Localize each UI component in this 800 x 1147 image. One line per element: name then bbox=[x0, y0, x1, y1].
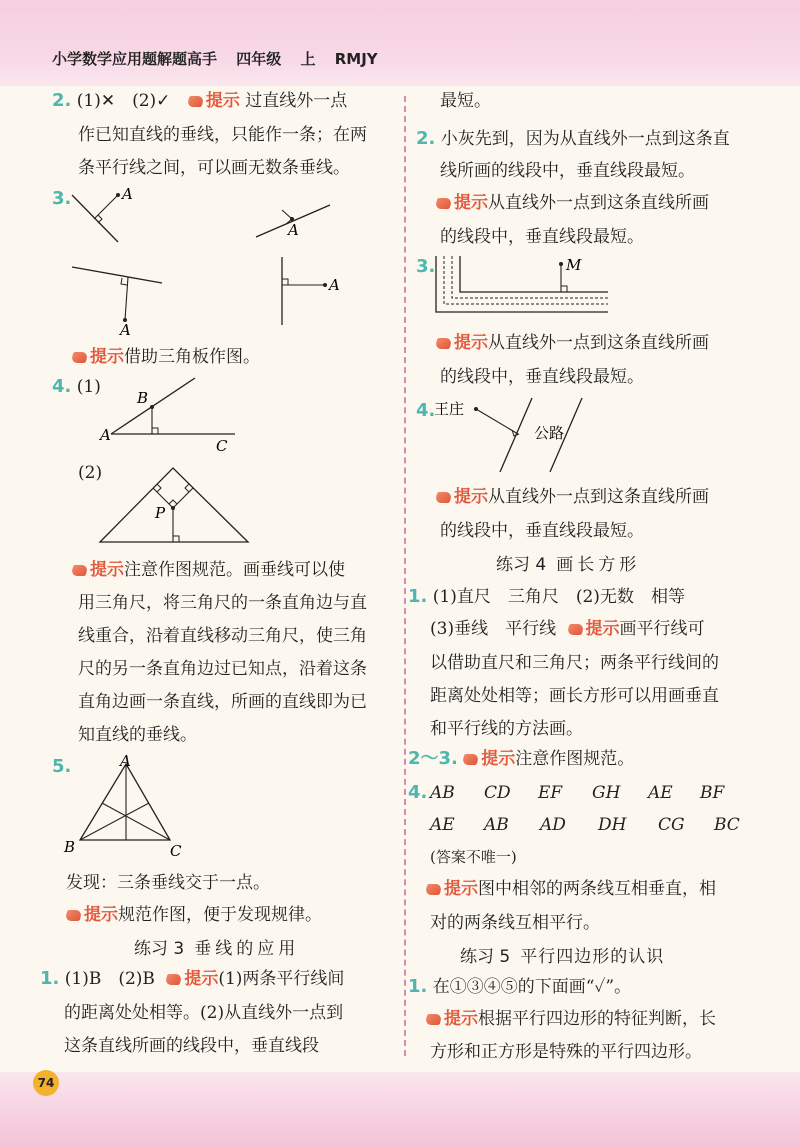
svg-text:A: A bbox=[120, 321, 131, 339]
q3-tip-text: 借助三角板作图。 bbox=[124, 347, 260, 367]
s4-q4-tip: 提示图中相邻的两条线互相垂直，相 bbox=[426, 874, 716, 904]
q4-tip-line4: 尺的另一条直角边过已知点，沿着这条 bbox=[78, 659, 367, 679]
s4-q4-note: (答案不唯一) bbox=[430, 848, 517, 866]
tip-label: 提示 bbox=[444, 1009, 478, 1029]
svg-text:P: P bbox=[155, 504, 166, 522]
s4-q4-answers-row2: AE AB AD DH CG BC bbox=[430, 815, 740, 835]
question-number: 2. bbox=[52, 90, 72, 111]
tip-icon bbox=[425, 884, 443, 895]
q2-line1 bbox=[52, 86, 347, 116]
tip-label: 提示 bbox=[585, 619, 620, 639]
q4-tip-line3: 线重合，沿着直线移动三角尺，使三角 bbox=[78, 626, 367, 646]
svg-text:M: M bbox=[566, 256, 582, 274]
tip-icon bbox=[462, 754, 480, 765]
tip-label: 提示 bbox=[90, 347, 124, 367]
grade-label: 四年级 bbox=[236, 50, 282, 68]
tip-icon bbox=[435, 492, 453, 503]
s5-q1-tip: 提示根据平行四边形的特征判断，长 bbox=[426, 1004, 716, 1034]
s4-q23: 2～3. 提示注意作图规范。 bbox=[408, 748, 635, 769]
tip-label: 提示 bbox=[454, 193, 488, 213]
s3-q1-line1: 1. (1)B (2)B 提示(1)两条平行线间 bbox=[40, 968, 345, 989]
q2-line3: 条平行线之间，可以画无数条垂线。 bbox=[78, 158, 350, 178]
q4-tip-line1: 提示注意作图规范。画垂线可以使 bbox=[72, 555, 345, 585]
q3-tip bbox=[72, 342, 260, 372]
q5-triangle-figure bbox=[62, 752, 192, 860]
q3-figures bbox=[60, 185, 380, 340]
tip-icon bbox=[71, 352, 89, 363]
tip-label: 提示 bbox=[90, 560, 124, 580]
tip-icon bbox=[435, 198, 453, 209]
s3-q1-line2: 的距离处处相等。(2)从直线外一点到 bbox=[64, 1003, 344, 1023]
q4-sub2: (2) bbox=[78, 463, 103, 483]
svg-text:A: A bbox=[288, 221, 299, 239]
tip-icon bbox=[165, 974, 183, 985]
s4-q4-row1: 4. bbox=[408, 782, 428, 803]
s4-q1-line1: 1. (1)直尺 三角尺 (2)无数 相等 bbox=[408, 586, 685, 607]
svg-text:C: C bbox=[170, 842, 182, 860]
tip-label: 提示 bbox=[205, 91, 240, 111]
s5-q1-tip-line2: 方形和正方形是特殊的平行四边形。 bbox=[430, 1042, 702, 1062]
section-heading-3: 练习 3 垂线的应用 bbox=[134, 939, 300, 959]
r-q3-tip: 提示从直线外一点到这条直线所画 bbox=[436, 328, 709, 358]
q2-tip-text: 过直线外一点 bbox=[245, 91, 348, 111]
s4-q1-line5: 和平行线的方法画。 bbox=[430, 719, 583, 739]
r-q3-number: 3. bbox=[416, 256, 436, 277]
section-heading-4: 练习 4 画长方形 bbox=[496, 555, 641, 575]
r-q4-tip: 提示从直线外一点到这条直线所画 bbox=[436, 482, 709, 512]
q5-finding: 发现：三条垂线交于一点。 bbox=[66, 873, 270, 893]
svg-text:A: A bbox=[329, 276, 340, 294]
q5-tip: 提示规范作图，便于发现规律。 bbox=[66, 900, 322, 930]
q4-header: 4. (1) bbox=[52, 376, 101, 397]
page-number: 74 bbox=[33, 1070, 59, 1096]
q4-tip-line2: 用三角尺，将三角尺的一条直角边与直 bbox=[78, 593, 367, 613]
q3-number: 3. bbox=[52, 188, 72, 209]
svg-text:B: B bbox=[137, 389, 149, 407]
r-q2-tip: 提示从直线外一点到这条直线所画 bbox=[436, 188, 709, 218]
tip-icon bbox=[425, 1014, 443, 1025]
svg-text:A: A bbox=[100, 426, 111, 444]
r-q4-number: 4. bbox=[416, 400, 436, 421]
r-q2-line1: 2. 小灰先到，因为从直线外一点到这条直 bbox=[416, 128, 730, 149]
series-title: 小学数学应用题解题高手 bbox=[52, 50, 218, 68]
section-heading-5: 练习 5 平行四边形的认识 bbox=[460, 947, 665, 967]
q2-line2: 作已知直线的垂线，只能作一条；在两 bbox=[78, 125, 367, 145]
svg-text:C: C bbox=[216, 437, 228, 454]
svg-text:A: A bbox=[122, 185, 133, 203]
footer-band bbox=[0, 1072, 800, 1147]
tip-icon bbox=[71, 565, 89, 576]
r-q4-tip-line2: 的线段中，垂直线段最短。 bbox=[440, 521, 644, 541]
svg-text:A: A bbox=[120, 752, 131, 770]
s4-q1-line3: 以借助直尺和三角尺；两条平行线间的 bbox=[430, 653, 719, 673]
q4-tip-line5: 直角边画一条直线，所画的直线即为已 bbox=[78, 692, 367, 712]
r-q3-tip-line2: 的线段中，垂直线段最短。 bbox=[440, 367, 644, 387]
tip-label: 提示 bbox=[184, 969, 219, 989]
q4-figure-1 bbox=[95, 372, 245, 454]
r-q4-road-figure bbox=[432, 394, 602, 479]
tip-label: 提示 bbox=[454, 333, 488, 353]
tip-icon bbox=[566, 624, 584, 635]
tip-label: 提示 bbox=[84, 905, 118, 925]
svg-text:B: B bbox=[64, 838, 76, 856]
s4-q1-line2: (3)垂线 平行线 提示画平行线可 bbox=[430, 619, 705, 639]
tip-icon bbox=[65, 910, 83, 921]
q4-tip-line6: 知直线的垂线。 bbox=[78, 725, 197, 745]
book-title bbox=[52, 48, 392, 69]
s4-q1-line4: 距离处处相等；画长方形可以用画垂直 bbox=[430, 686, 719, 706]
tip-label: 提示 bbox=[481, 749, 516, 769]
r-q3-figure bbox=[428, 248, 613, 318]
s4-q4-tip-line2: 对的两条线互相平行。 bbox=[430, 913, 600, 933]
continued-text: 最短。 bbox=[440, 91, 491, 111]
s5-q1-line1: 1. 在①③④⑤的下面画“✓”。 bbox=[408, 976, 632, 997]
term-label: 上 bbox=[300, 50, 316, 68]
q2-answer: (1)✕ (2)✓ bbox=[76, 91, 171, 111]
r-q2-line2: 线所画的线段中，垂直线段最短。 bbox=[440, 161, 695, 181]
tip-icon bbox=[435, 338, 453, 349]
svg-text:公路: 公路 bbox=[534, 424, 565, 442]
svg-text:王庄: 王庄 bbox=[434, 400, 465, 418]
q4-figure-2 bbox=[95, 462, 255, 547]
s3-q1-line3: 这条直线所画的线段中，垂直线段 bbox=[64, 1036, 319, 1056]
column-divider bbox=[404, 96, 406, 1056]
q5-number: 5. bbox=[52, 756, 72, 777]
q4-sub1: (1) bbox=[76, 377, 101, 397]
edition-label: RMJY bbox=[334, 50, 378, 68]
tip-label: 提示 bbox=[454, 487, 488, 507]
header-band bbox=[0, 0, 800, 86]
r-q2-tip-line2: 的线段中，垂直线段最短。 bbox=[440, 227, 644, 247]
s4-q4-answers-row1: AB CD EF GH AE BF bbox=[430, 783, 725, 803]
tip-icon bbox=[186, 96, 204, 107]
tip-label: 提示 bbox=[444, 879, 478, 899]
